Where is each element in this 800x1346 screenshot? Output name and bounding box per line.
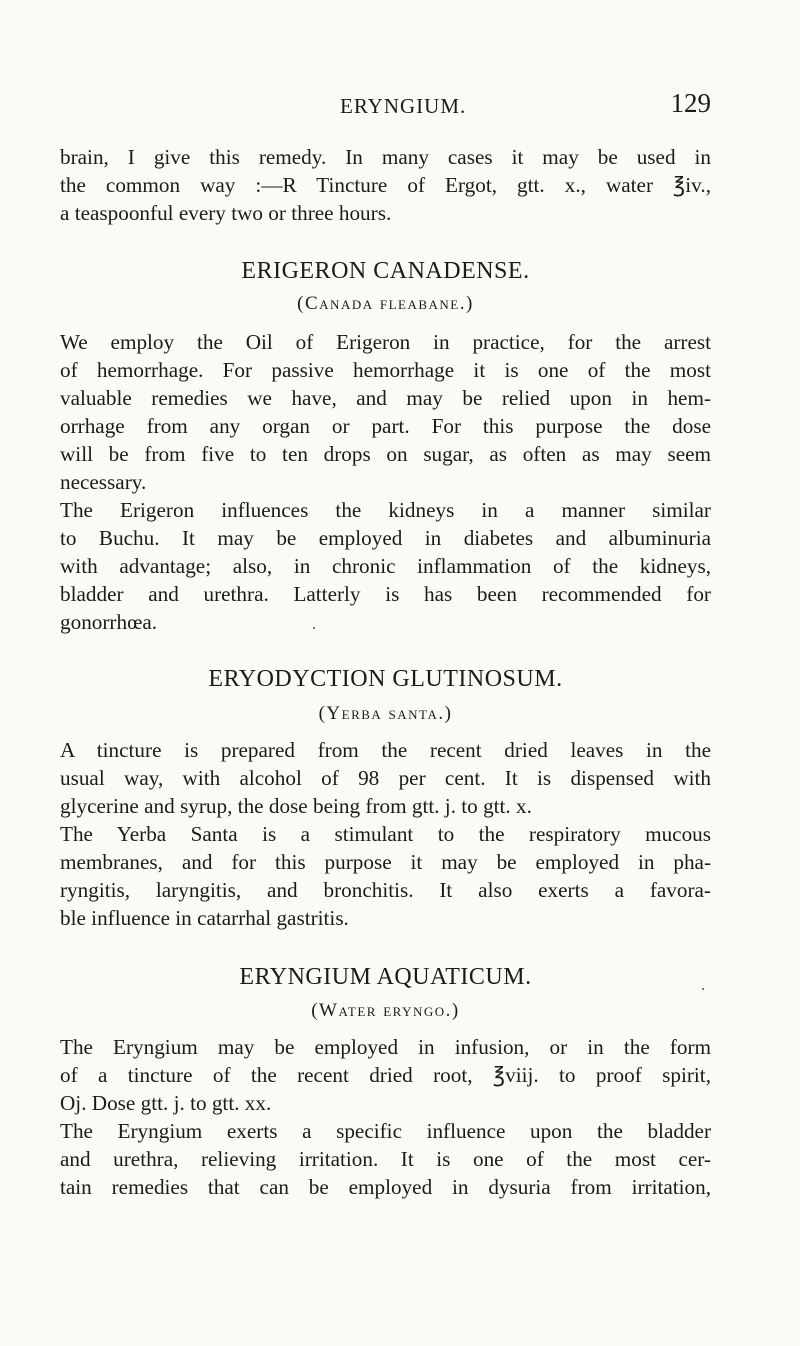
text-line: of a tincture of the recent dried root, ℥viij. to proof spirit,: [60, 1063, 711, 1087]
text-line: orrhage from any organ or part. For this purpose the dose: [60, 414, 711, 438]
running-header: [60, 88, 711, 128]
text-line: membranes, and for this purpose it may be employed in pha-: [60, 850, 711, 874]
section-subheading: (Canada fleabane.): [297, 293, 474, 314]
text-line: We employ the Oil of Erigeron in practice, for the arrest: [60, 330, 711, 354]
text-line: bladder and urethra. Latterly is has been recommended for: [60, 582, 711, 606]
running-title: ERYNGIUM.: [340, 94, 467, 118]
section-heading: ERIGERON CANADENSE.: [241, 258, 530, 284]
text-line: valuable remedies we have, and may be relied upon in hem-: [60, 386, 711, 410]
text-line: will be from five to ten drops on sugar, as often as may seem: [60, 442, 711, 466]
section-heading: ERYNGIUM AQUATICUM.: [239, 964, 532, 990]
print-speck: [702, 988, 704, 990]
text-line: necessary.: [60, 470, 147, 494]
text-line: a teaspoonful every two or three hours.: [60, 201, 392, 225]
text-line: Oj. Dose gtt. j. to gtt. xx.: [60, 1091, 272, 1115]
page-number: 129: [670, 88, 711, 118]
section-heading: ERYODYCTION GLUTINOSUM.: [208, 666, 563, 692]
text-line: brain, I give this remedy. In many cases it may be used in: [60, 145, 711, 169]
text-line: to Buchu. It may be employed in diabetes and albuminuria: [60, 526, 711, 550]
text-line: tain remedies that can be employed in dysuria from irritation,: [60, 1175, 711, 1199]
print-speck: [313, 627, 315, 629]
text-line: ryngitis, laryngitis, and bronchitis. It also exerts a favora-: [60, 878, 711, 902]
text-line: glycerine and syrup, the dose being from gtt. j. to gtt. x.: [60, 794, 532, 818]
text-line: The Erigeron influences the kidneys in a manner similar: [60, 498, 711, 522]
section-subheading: (Yerba santa.): [318, 703, 453, 724]
text-line: The Yerba Santa is a stimulant to the respiratory mucous: [60, 822, 711, 846]
text-line: usual way, with alcohol of 98 per cent. It is dispensed with: [60, 766, 711, 790]
text-line: the common way :—R Tincture of Ergot, gtt. x., water ℥iv.,: [60, 173, 711, 197]
section-subheading: (Water eryngo.): [311, 1000, 460, 1021]
text-line: The Eryngium exerts a specific influence upon the bladder: [60, 1119, 711, 1143]
text-line: of hemorrhage. For passive hemorrhage it is one of the most: [60, 358, 711, 382]
text-line: A tincture is prepared from the recent dried leaves in the: [60, 738, 711, 762]
text-line: with advantage; also, in chronic inflammation of the kidneys,: [60, 554, 711, 578]
text-line: gonorrhœa.: [60, 610, 158, 634]
text-line: ble influence in catarrhal gastritis.: [60, 906, 349, 930]
text-line: and urethra, relieving irritation. It is one of the most cer-: [60, 1147, 711, 1171]
text-line: The Eryngium may be employed in infusion, or in the form: [60, 1035, 711, 1059]
